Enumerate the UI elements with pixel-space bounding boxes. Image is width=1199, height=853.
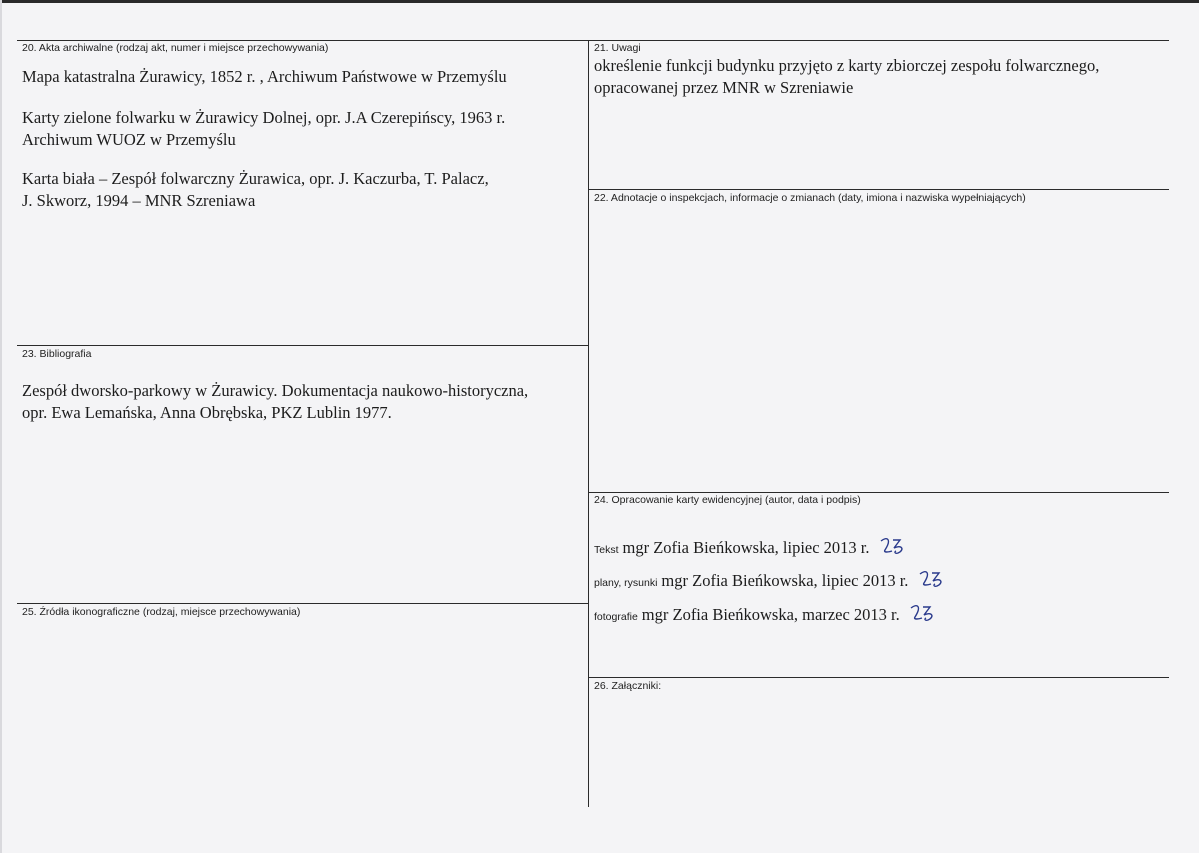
credit-author: mgr Zofia Bieńkowska, marzec 2013 r. xyxy=(641,605,900,624)
rule-section-22 xyxy=(588,189,1169,190)
rule-section-26 xyxy=(588,677,1169,678)
signature-icon xyxy=(878,535,912,557)
credit-plans xyxy=(594,568,951,591)
top-rule xyxy=(17,40,1169,41)
section-21-label: 21. Uwagi xyxy=(594,42,641,54)
bibliography-line: Zespół dworsko-parkowy w Żurawicy. Dokumentacja naukowo-historyczna, xyxy=(22,381,529,400)
bibliography-line: opr. Ewa Lemańska, Anna Obrębska, PKZ Lublin 1977. xyxy=(22,403,392,422)
rule-section-23 xyxy=(17,345,588,346)
section-21-content xyxy=(594,55,1099,99)
section-23-content xyxy=(22,380,528,424)
credit-author: mgr Zofia Bieńkowska, lipiec 2013 r. xyxy=(661,571,909,590)
remarks-line: opracowanej przez MNR w Szreniawie xyxy=(594,78,854,97)
section-20-content xyxy=(22,66,507,88)
signature-icon xyxy=(917,568,951,590)
credit-prefix: plany, rysunki xyxy=(594,577,658,589)
credit-prefix: fotografie xyxy=(594,611,638,623)
scan-left-edge xyxy=(0,0,2,853)
remarks-line: określenie funkcji budynku przyjęto z karty zbiorczej zespołu folwarcznego, xyxy=(594,56,1100,75)
credit-author: mgr Zofia Bieńkowska, lipiec 2013 r. xyxy=(622,538,870,557)
signature-icon xyxy=(908,602,942,624)
section-26-label: 26. Załączniki: xyxy=(594,680,662,692)
rule-section-25 xyxy=(17,603,588,604)
section-20-content-2 xyxy=(22,107,505,151)
section-23-label: 23. Bibliografia xyxy=(22,348,92,360)
credit-photos xyxy=(594,602,942,625)
archive-entry: Karty zielone folwarku w Żurawicy Dolnej, opr. J.A Czerepińscy, 1963 r. xyxy=(22,108,506,127)
center-divider xyxy=(588,40,589,807)
credit-prefix: Tekst xyxy=(594,544,619,556)
scan-top-edge xyxy=(0,0,1199,3)
section-25-label: 25. Źródła ikonograficzne (rodzaj, miejsce przechowywania) xyxy=(22,606,301,618)
section-20-label: 20. Akta archiwalne (rodzaj akt, numer i miejsce przechowywania) xyxy=(22,42,329,54)
section-20-content-3 xyxy=(22,168,489,212)
rule-section-24 xyxy=(588,492,1169,493)
archive-entry: J. Skworz, 1994 – MNR Szreniawa xyxy=(22,191,256,210)
credit-text xyxy=(594,535,912,558)
archive-entry: Mapa katastralna Żurawicy, 1852 r. , Archiwum Państwowe w Przemyślu xyxy=(22,67,507,86)
archive-entry: Archiwum WUOZ w Przemyślu xyxy=(22,130,236,149)
archive-entry: Karta biała – Zespół folwarczny Żurawica, opr. J. Kaczurba, T. Palacz, xyxy=(22,169,489,188)
section-22-label: 22. Adnotacje o inspekcjach, informacje o zmianach (daty, imiona i nazwiska wypełniających) xyxy=(594,192,1026,204)
section-24-label: 24. Opracowanie karty ewidencyjnej (autor, data i podpis) xyxy=(594,494,861,506)
